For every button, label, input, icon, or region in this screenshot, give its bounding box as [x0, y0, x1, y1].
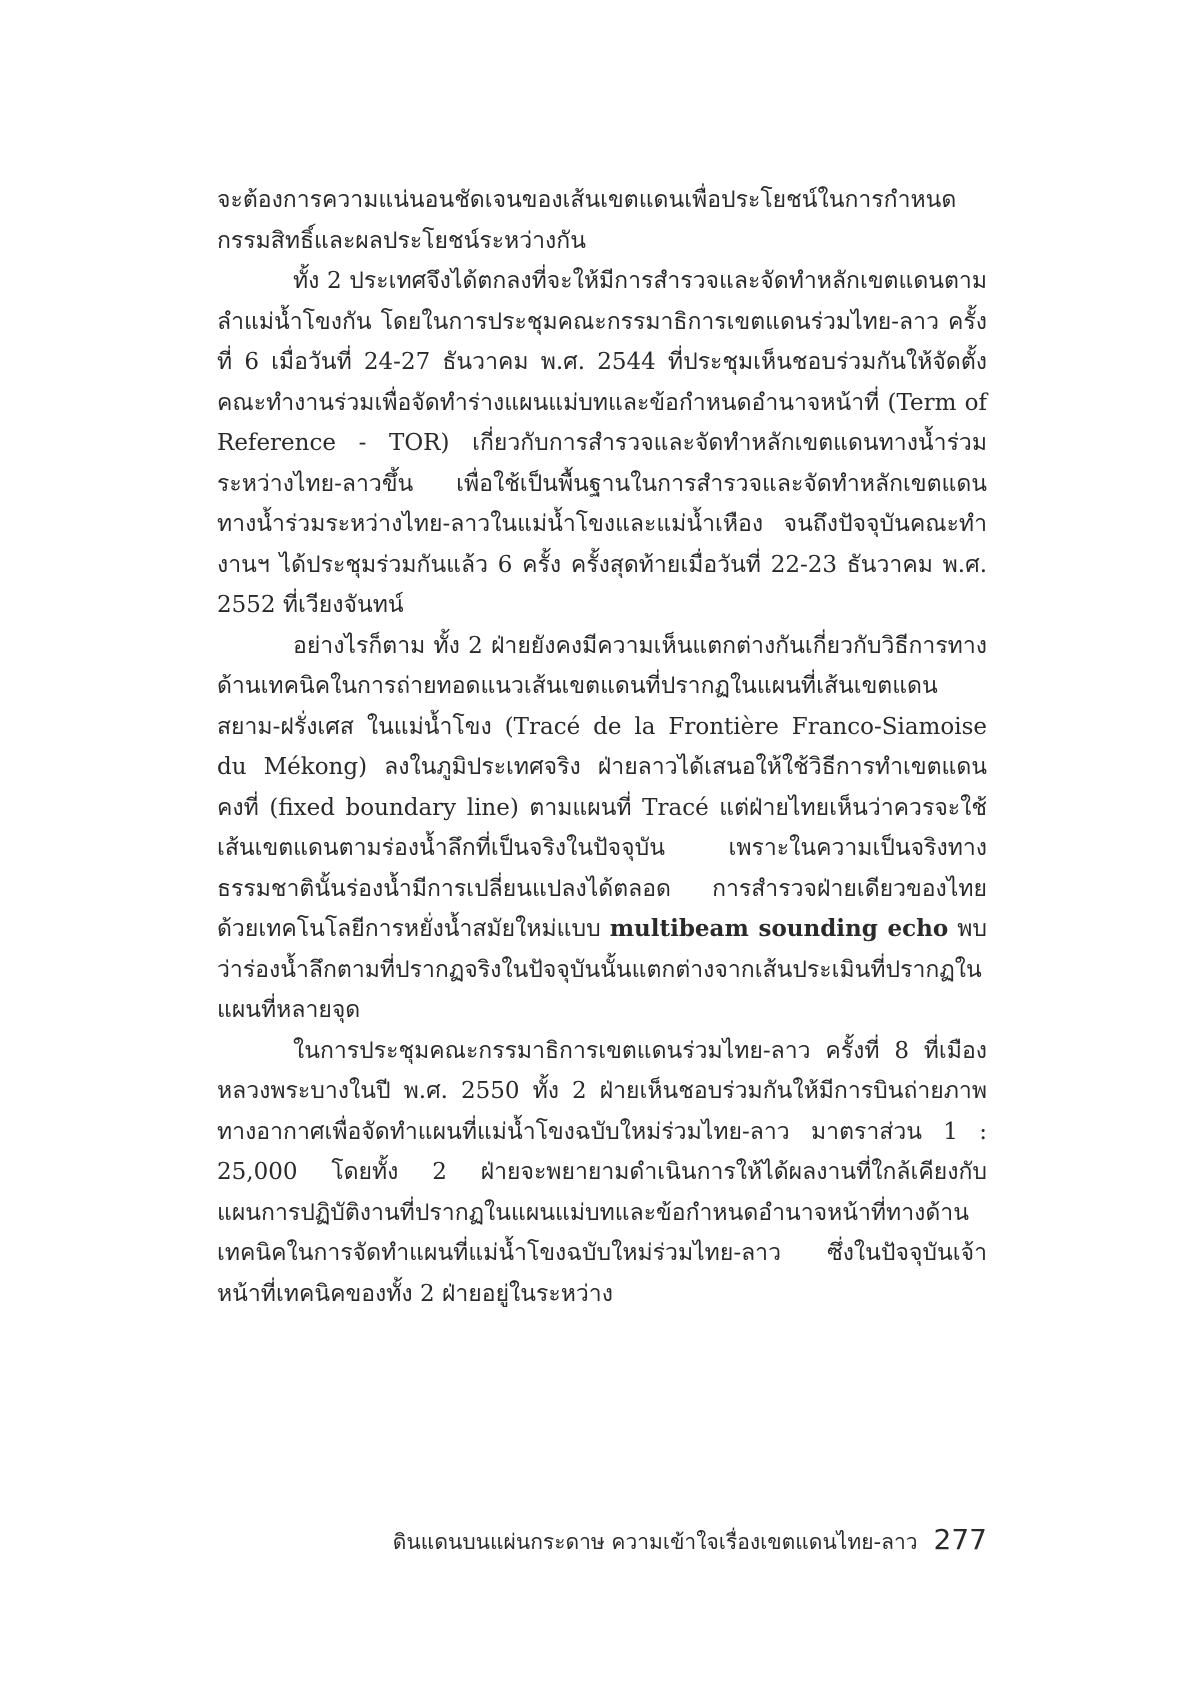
paragraph-3-segment-1: อย่างไรก็ตาม ทั้ง 2 ฝ่ายยังคงมีความเห็นแตกต่างกันเกี่ยวกับวิธีการทางด้านเทคนิคในการถ่ายทอดแนวเส้นเขตแดนที่ปรากฏในแผนที่เส้นเขตแดนสยาม-ฝรั่งเศส ในแม่น้ำโขง — [217, 632, 987, 740]
paragraph-3-segment-5: พบว่าร่องน้ำลึกตามที่ปรากฏจริงในปัจจุบันนั้นแตกต่างจากเส้นประเมินที่ปรากฏในแผนที่หลายจุด — [217, 916, 988, 1023]
paragraph-2: ทั้ง 2 ประเทศจึงได้ตกลงที่จะให้มีการสำรวจและจัดทำหลักเขตแดนตามลำแม่น้ำโขงกัน โดยในการประชุมคณะกรรมาธิการเขตแดนร่วมไทย-ลาว ครั้งที่ 6 เมื่อวันที่ 24-27 ธันวาคม พ.ศ. 2544 ที่ประชุมเห็นชอบร่วมกันให้จัดตั้งคณะทำงานร่วมเพื่อจัดทำร่างแผนแม่บทและข้อกำหนดอำนาจหน้าที่ (Term of Reference - TOR) เกี่ยวกับการสำรวจและจัดทำหลักเขตแดนทางน้ำร่วมระหว่างไทย-ลาวขึ้น เพื่อใช้เป็นพื้นฐานในการสำรวจและจัดทำหลักเขตแดนทางน้ำร่วมระหว่างไทย-ลาวในแม่น้ำโขงและแม่น้ำเหือง จนถึงปัจจุบันคณะทำงานฯ ได้ประชุมร่วมกันแล้ว 6 ครั้ง ครั้งสุดท้ายเมื่อวันที่ 22-23 ธันวาคม พ.ศ. 2552 ที่เวียงจันทน์ — [217, 268, 987, 618]
paragraph-1: จะต้องการความแน่นอนชัดเจนของเส้นเขตแดนเพื่อประโยชน์ในการกำหนดกรรมสิทธิ์และผลประโยชน์ระหว่างกัน — [217, 187, 957, 254]
body-text — [217, 180, 987, 1314]
paragraph-3 — [217, 626, 987, 1031]
paragraph-4: ในการประชุมคณะกรรมาธิการเขตแดนร่วมไทย-ลาว ครั้งที่ 8 ที่เมืองหลวงพระบางในปี พ.ศ. 2550 ทั้ง 2 ฝ่ายเห็นชอบร่วมกันให้มีการบินถ่ายภาพทางอากาศเพื่อจัดทำแผนที่แม่น้ำโขงฉบับใหม่ร่วมไทย-ลาว มาตราส่วน 1 : 25,000 โดยทั้ง 2 ฝ่ายจะพยายามดำเนินการให้ได้ผลงานที่ใกล้เคียงกับแผนการปฏิบัติงานที่ปรากฏในแผนแม่บทและข้อกำหนดอำนาจหน้าที่ทางด้านเทคนิคในการจัดทำแผนที่แม่น้ำโขงฉบับใหม่ร่วมไทย-ลาว ซึ่งในปัจจุบันเจ้าหน้าที่เทคนิคของทั้ง 2 ฝ่ายอยู่ในระหว่าง — [217, 1037, 987, 1307]
paragraph-3-segment-2: (Tracé de la Frontière Franco-Siamoise du Mékong) — [217, 713, 987, 780]
paragraph-3-bold-term: multibeam sounding echo — [609, 915, 949, 942]
page-number: 277 — [933, 1523, 987, 1556]
running-title: ดินแดนบนแผ่นกระดาษ ความเข้าใจเรื่องเขตแดนไทย-ลาว — [392, 1530, 918, 1554]
page-footer — [217, 1523, 987, 1563]
paragraph-3-segment-3: ลงในภูมิประเทศจริง ฝ่ายลาวได้เสนอให้ใช้วิธีการทำเขตแดนคงที่ (fixed boundary line) ตามแผนที่ Tracé แต่ฝ่ายไทยเห็นว่าควรจะใช้เส้นเขตแดนตามร่องน้ำลึกที่เป็นจริงในปัจจุบัน เพราะในความเป็นจริงทางธรรมชาตินั้นร่องน้ำมีการเปลี่ยนแปลงได้ตลอด การสำรวจฝ่ายเดียวของไทยด้วยเทคโนโลยีการหยั่งน้ำสมัยใหม่แบบ — [217, 754, 988, 942]
